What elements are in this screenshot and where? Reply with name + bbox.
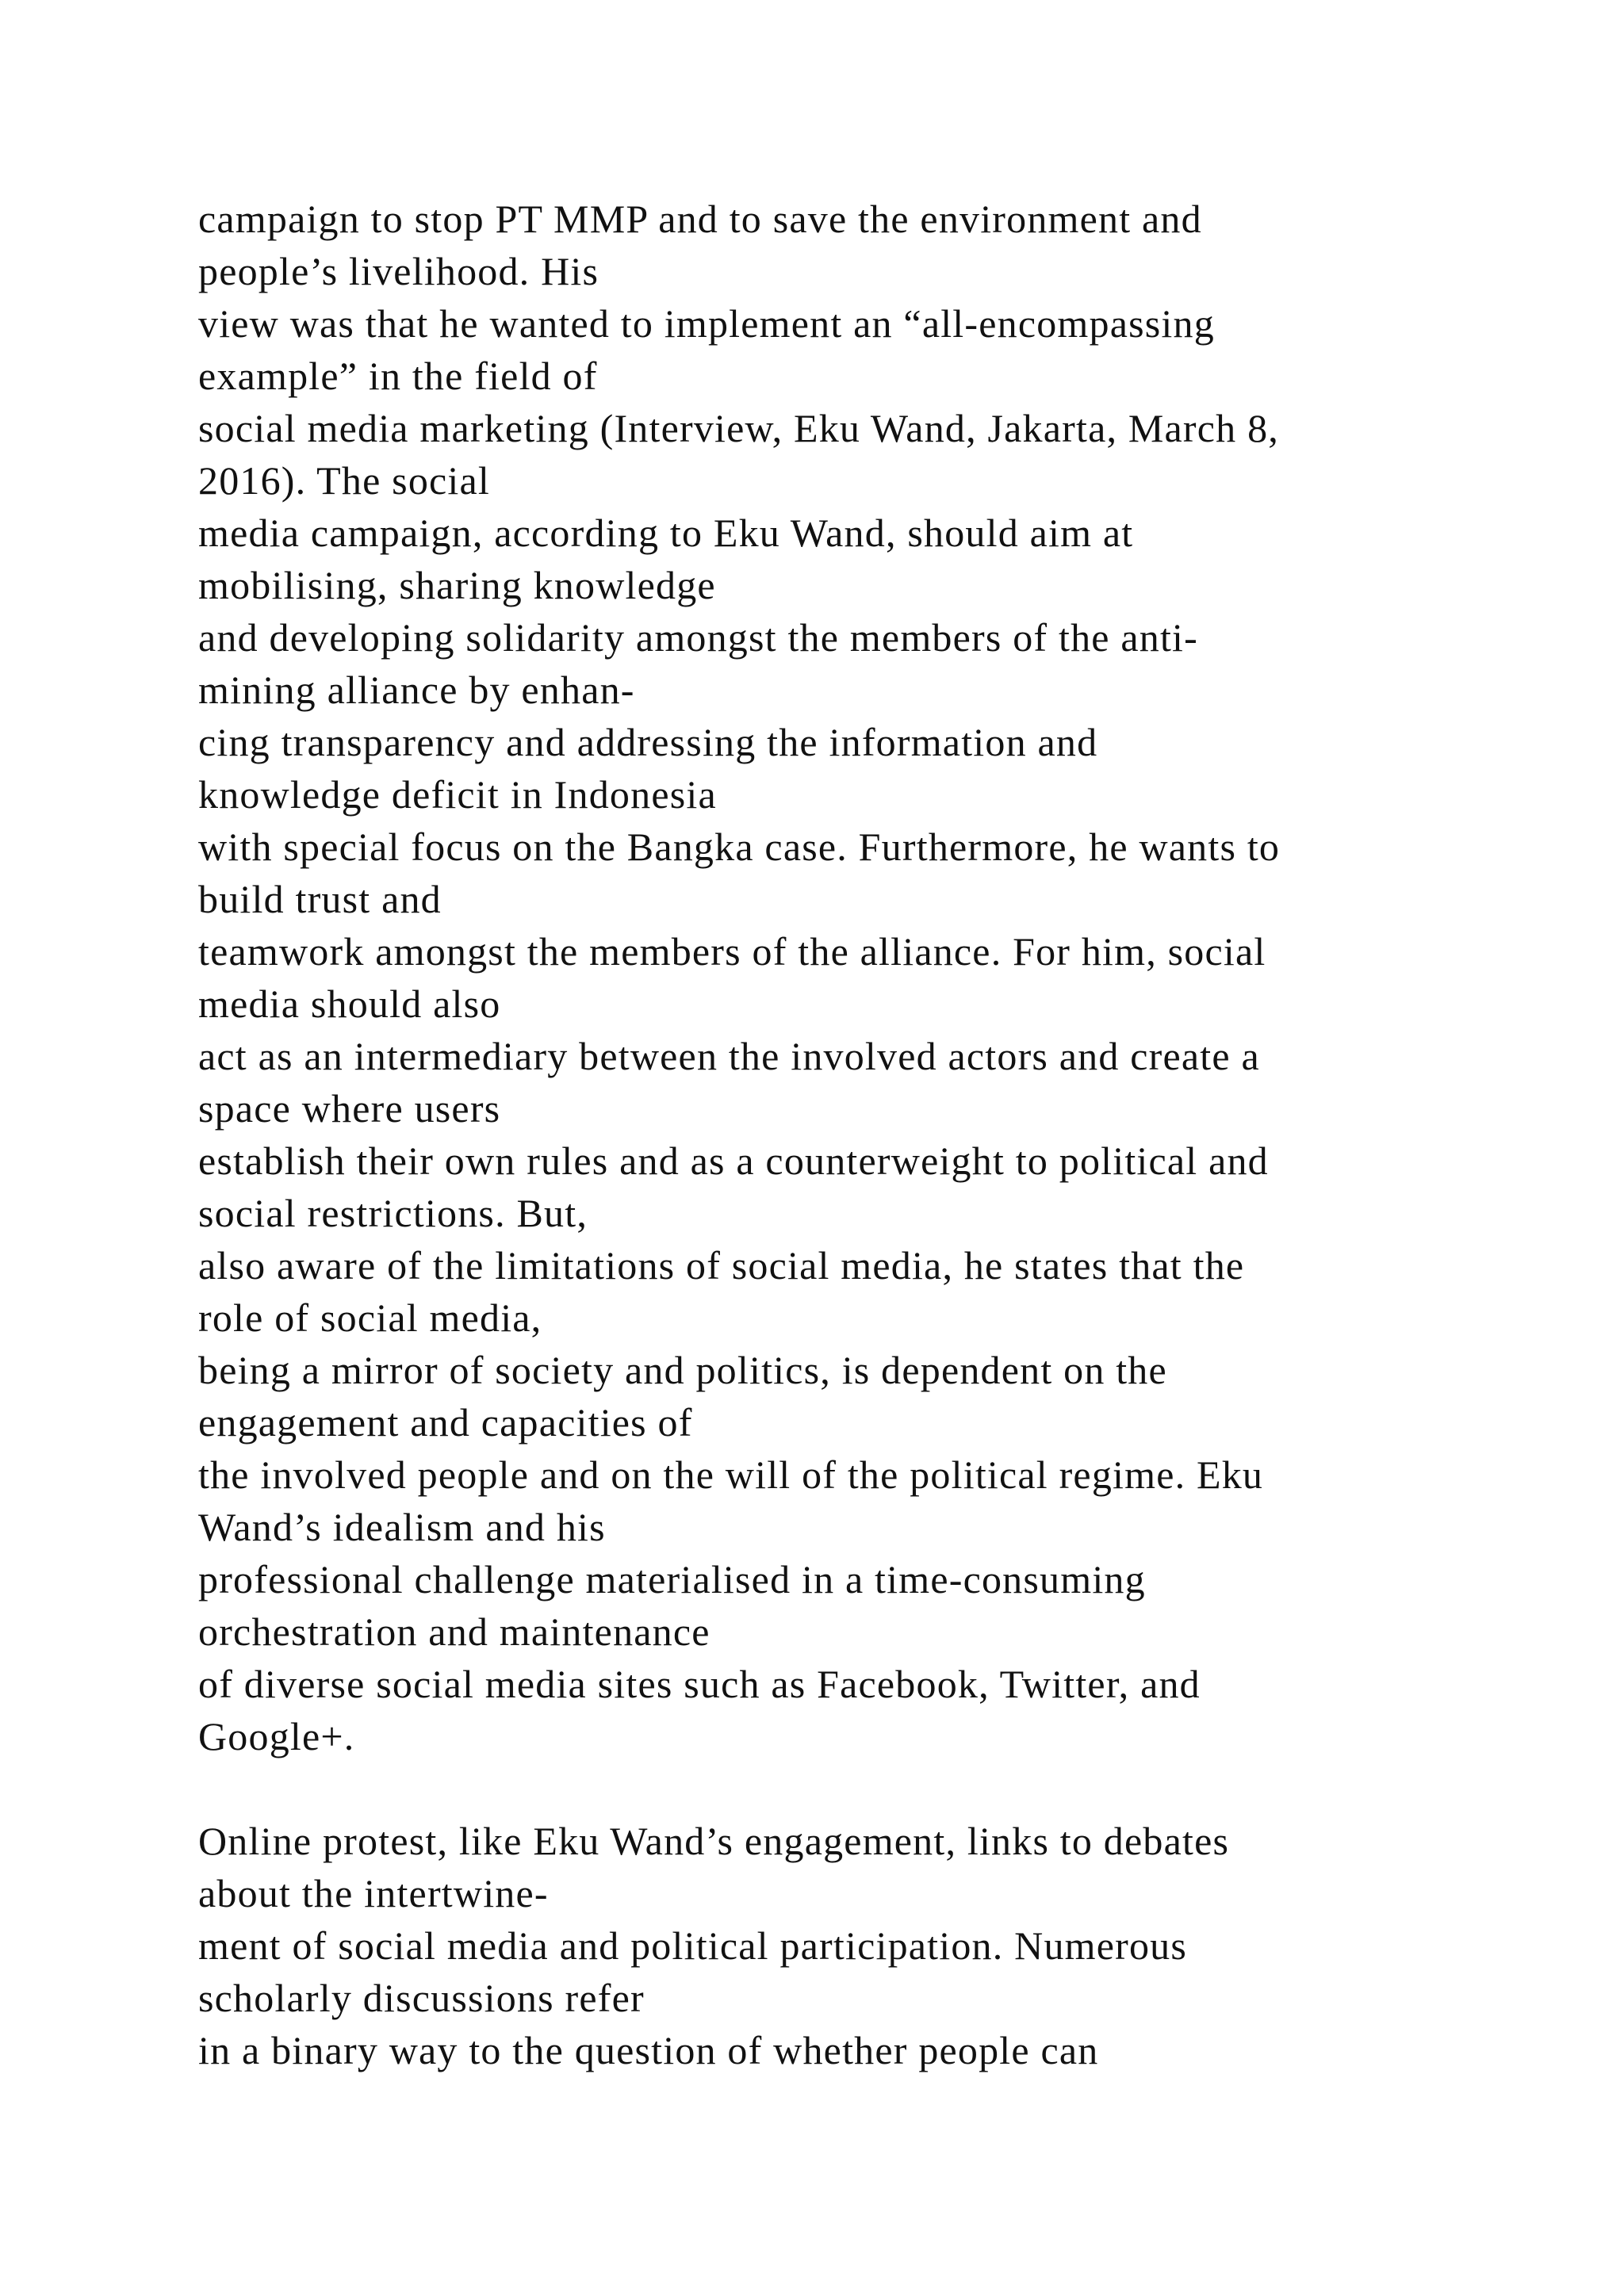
paragraph-gap — [198, 1762, 1546, 1815]
text-line: engagement and capacities of — [198, 1400, 693, 1445]
text-line: media campaign, according to Eku Wand, should aim at — [198, 511, 1134, 555]
text-line: view was that he wanted to implement an “all-encompassing — [198, 301, 1215, 346]
text-line: campaign to stop PT MMP and to save the environment and — [198, 197, 1202, 241]
text-line: Google+. — [198, 1714, 355, 1758]
text-line: and developing solidarity amongst the members of the anti- — [198, 615, 1198, 660]
text-line: knowledge deficit in Indonesia — [198, 772, 717, 817]
text-line: mobilising, sharing knowledge — [198, 563, 716, 607]
text-line: with special focus on the Bangka case. Furthermore, he wants to — [198, 825, 1281, 869]
text-line: space where users — [198, 1086, 501, 1131]
text-line: mining alliance by enhan- — [198, 668, 635, 712]
text-line: professional challenge materialised in a time-consuming — [198, 1557, 1146, 1601]
text-line: Wand’s idealism and his — [198, 1505, 606, 1549]
paragraph-2 — [198, 1815, 1546, 2076]
text-line: social media marketing (Interview, Eku Wand, Jakarta, March 8, — [198, 406, 1279, 450]
text-line: also aware of the limitations of social media, he states that the — [198, 1243, 1245, 1288]
text-line: of diverse social media sites such as Facebook, Twitter, and — [198, 1662, 1201, 1706]
text-line: about the intertwine- — [198, 1871, 549, 1915]
text-line: 2016). The social — [198, 458, 491, 503]
text-line: Online protest, like Eku Wand’s engagement, links to debates — [198, 1819, 1230, 1863]
text-line: cing transparency and addressing the information and — [198, 720, 1098, 764]
text-line: build trust and — [198, 877, 442, 921]
text-line: being a mirror of society and politics, is dependent on the — [198, 1348, 1167, 1392]
text-line: example” in the field of — [198, 354, 598, 398]
text-line: media should also — [198, 982, 501, 1026]
text-line: teamwork amongst the members of the alliance. For him, social — [198, 929, 1266, 974]
text-line: act as an intermediary between the involved actors and create a — [198, 1034, 1260, 1078]
text-line: people’s livelihood. His — [198, 249, 599, 293]
body-text — [198, 193, 1546, 2076]
text-line: ment of social media and political participation. Numerous — [198, 1923, 1188, 1968]
text-line: social restrictions. But, — [198, 1191, 588, 1235]
paragraph-1 — [198, 193, 1546, 1762]
text-line: orchestration and maintenance — [198, 1609, 710, 1654]
text-line: role of social media, — [198, 1295, 542, 1340]
text-line: scholarly discussions refer — [198, 1976, 645, 2020]
text-line: the involved people and on the will of the political regime. Eku — [198, 1452, 1264, 1497]
text-line: establish their own rules and as a counterweight to political and — [198, 1138, 1269, 1183]
text-line: in a binary way to the question of whether people can — [198, 2028, 1099, 2072]
